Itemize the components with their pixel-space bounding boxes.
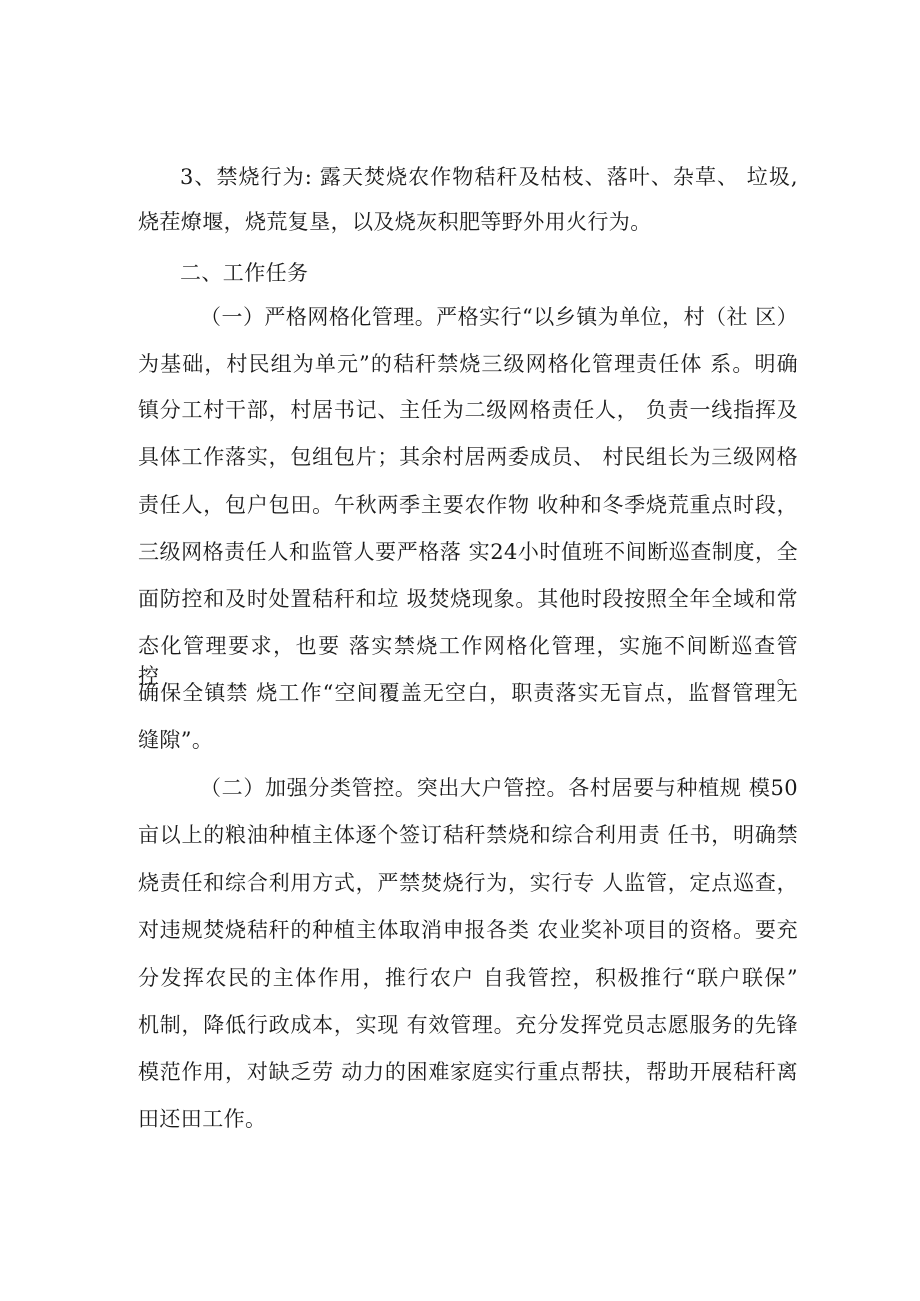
paragraph-line: （二）加强分类管控。突出大户管控。各村居要与种植规 模50 <box>200 776 798 800</box>
paragraph-line: 三级网格责任人和监管人要严格落 实24小时值班不间断巡查制度，全 <box>138 540 798 564</box>
paragraph-line: 3、禁烧行为: 露天焚烧农作物秸秆及枯枝、落叶、杂草、 垃圾, <box>180 165 798 189</box>
paragraph-line: 亩以上的粮油种植主体逐个签订秸秆禁烧和综合利用责 任书，明确禁 <box>138 823 798 847</box>
paragraph-line: （一）严格网格化管理。严格实行“以乡镇为单位，村（社 区） <box>200 305 798 329</box>
paragraph-line: 确保全镇禁 烧工作“空间覆盖无空白，职责落实无盲点，监督管理无 <box>138 681 798 705</box>
paragraph-line: 田还田工作。 <box>138 1107 267 1131</box>
paragraph-line: 机制，降低行政成本，实现 有效管理。充分发挥党员志愿服务的先锋 <box>138 1013 798 1037</box>
paragraph-line: 缝隙”。 <box>138 728 214 752</box>
paragraph-line: 面防控和及时处置秸秆和垃 圾焚烧现象。其他时段按照全年全域和常 <box>138 587 798 611</box>
paragraph-line: 分发挥农民的主体作用，推行农户 自我管控，积极推行“联户联保” <box>138 966 798 990</box>
paragraph-line: 为基础，村民组为单元”的秸秆禁烧三级网格化管理责任体 系。明确 <box>138 352 798 376</box>
paragraph-line: 烧责任和综合利用方式，严禁焚烧行为，实行专 人监管，定点巡查， <box>138 871 798 895</box>
paragraph-line: 具体工作落实，包组包片；其余村居两委成员、 村民组长为三级网格 <box>138 445 798 469</box>
paragraph-line: 责任人，包户包田。午秋两季主要农作物 收种和冬季烧荒重点时段， <box>138 493 798 517</box>
paragraph-line: 镇分工村干部，村居书记、主任为二级网格责任人， 负责一线指挥及 <box>138 398 798 422</box>
section-heading: 二、工作任务 <box>180 261 309 285</box>
paragraph-line: 模范作用，对缺乏劳 动力的困难家庭实行重点帮扶，帮助开展秸秆离 <box>138 1060 798 1084</box>
paragraph-line: 对违规焚烧秸秆的种植主体取消申报各类 农业奖补项目的资格。要充 <box>138 918 798 942</box>
paragraph-line: 态化管理要求，也要 落实禁烧工作网格化管理，实施不间断巡查管控。 <box>138 634 798 688</box>
paragraph-line: 烧茬燎堰，烧荒复垦，以及烧灰积肥等野外用火行为。 <box>138 210 652 234</box>
